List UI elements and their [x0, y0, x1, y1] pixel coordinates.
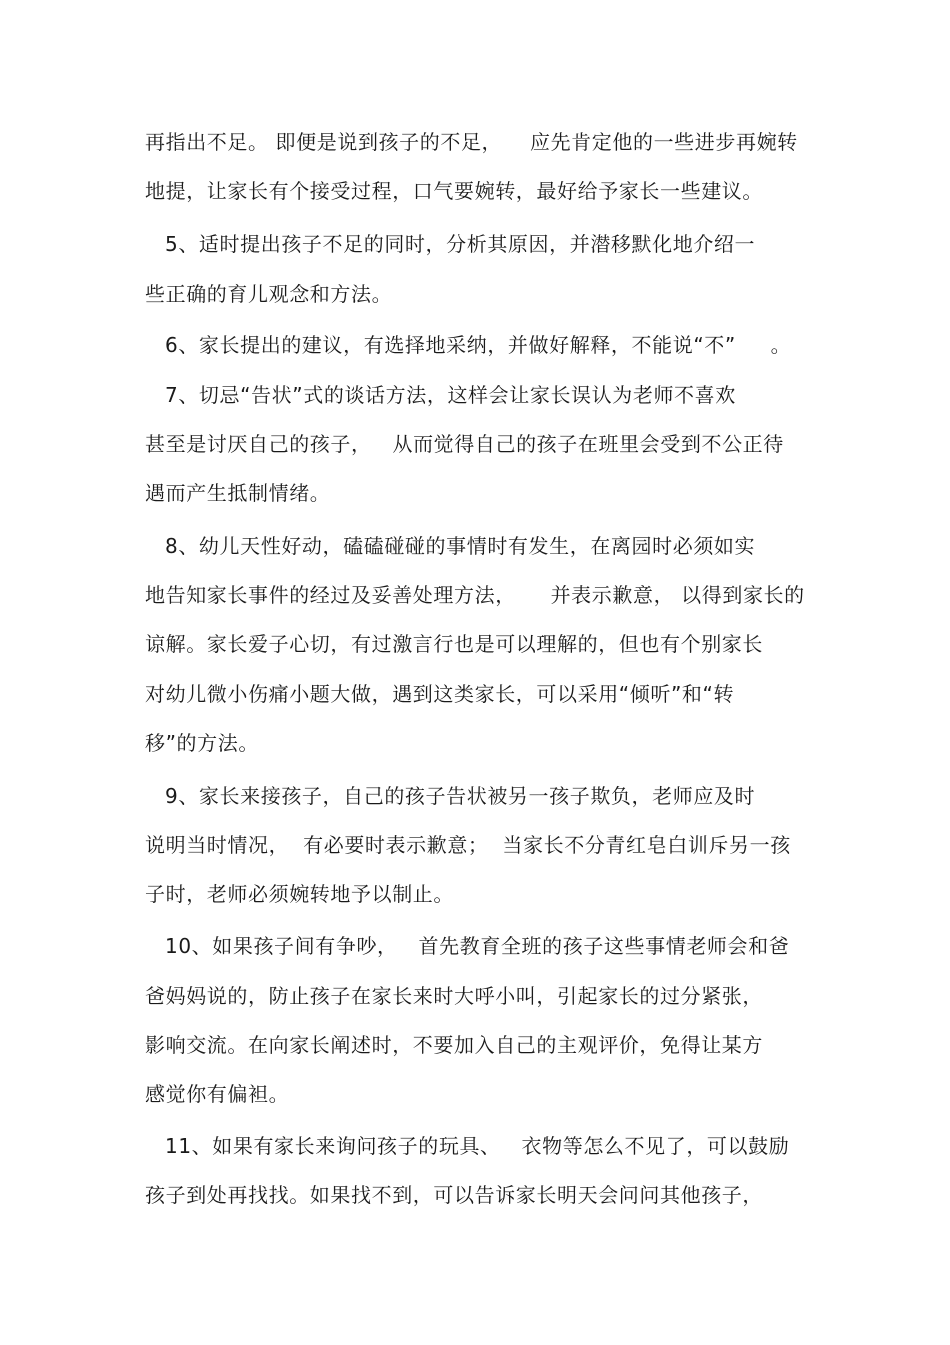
- text-line: 地提，让家长有个接受过程，口气要婉转，最好给予家长一些建议。: [145, 179, 763, 203]
- text-line: 影响交流。在向家长阐述时，不要加入自己的主观评价，免得让某方: [145, 1033, 763, 1057]
- text-line: 10、如果孩子间有争吵， 首先教育全班的孩子这些事情老师会和爸: [165, 934, 790, 958]
- text-line: 些正确的育儿观念和方法。: [145, 282, 393, 306]
- text-line: 11、如果有家长来询问孩子的玩具、 衣物等怎么不见了，可以鼓励: [165, 1134, 790, 1158]
- text-line: 说明当时情况， 有必要时表示歉意； 当家长不分青红皂白训斥另一孩: [145, 833, 791, 857]
- text-line: 移”的方法。: [145, 731, 259, 755]
- text-line: 谅解。家长爱子心切，有过激言行也是可以理解的，但也有个别家长: [145, 632, 763, 656]
- text-line: 5、适时提出孩子不足的同时，分析其原因，并潜移默化地介绍一: [165, 232, 756, 256]
- text-line: 子时，老师必须婉转地予以制止。: [145, 882, 454, 906]
- text-line: 孩子到处再找找。如果找不到，可以告诉家长明天会问问其他孩子，: [145, 1183, 763, 1207]
- text-line: 甚至是讨厌自己的孩子， 从而觉得自己的孩子在班里会受到不公正待: [145, 432, 784, 456]
- text-line: 7、切忌“告状”式的谈话方法，这样会让家长误认为老师不喜欢: [165, 383, 736, 407]
- text-line: 地告知家长事件的经过及妥善处理方法， 并表示歉意， 以得到家长的: [145, 583, 805, 607]
- text-line: 8、幼儿天性好动，磕磕碰碰的事情时有发生，在离园时必须如实: [165, 534, 756, 558]
- text-line: 感觉你有偏袒。: [145, 1082, 290, 1106]
- text-line: 6、家长提出的建议，有选择地采纳，并做好解释，不能说“不” 。: [165, 333, 792, 357]
- text-line: 9、家长来接孩子，自己的孩子告状被另一孩子欺负，老师应及时: [165, 784, 756, 808]
- text-line: 再指出不足。 即便是说到孩子的不足， 应先肯定他的一些进步再婉转: [145, 130, 798, 154]
- text-line: 对幼儿微小伤痛小题大做，遇到这类家长，可以采用“倾听”和“转: [145, 682, 735, 706]
- text-line: 遇而产生抵制情绪。: [145, 481, 331, 505]
- text-line: 爸妈妈说的，防止孩子在家长来时大呼小叫，引起家长的过分紧张，: [145, 984, 763, 1008]
